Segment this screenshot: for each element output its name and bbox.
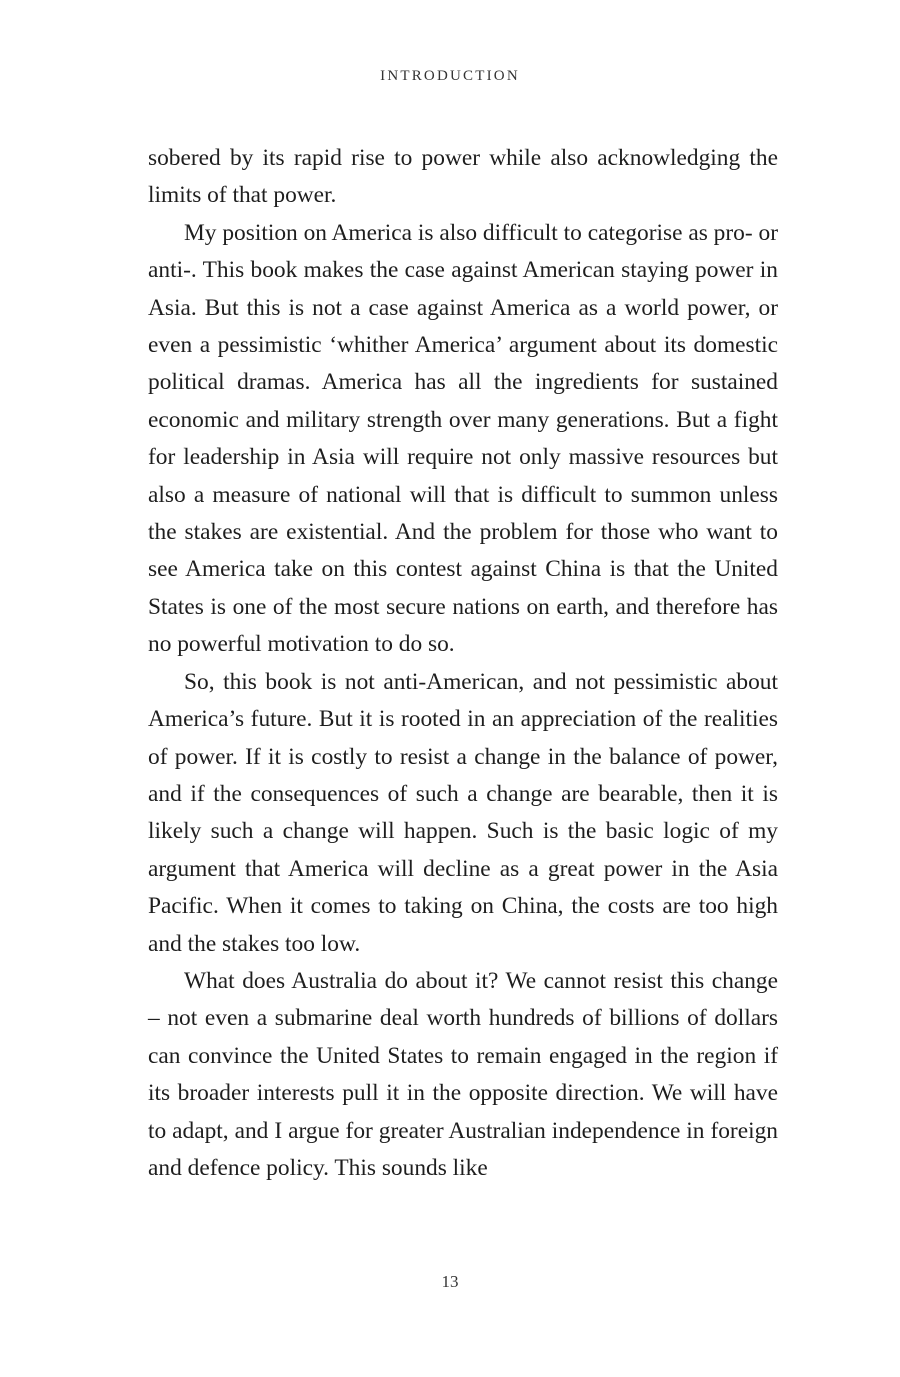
paragraph-not-anti-american: So, this book is not anti-American, and not pessimistic about America’s future. But it is rooted in an appreciation of the realities of power. If it is costly to resist a change in the balance of power, and if the consequences of such a change are bearable, then it is likely such a change will happen. Such is the basic logic of my argument that America will decline as a great power in the Asia Pacific. When it comes to taking on China, the costs are too high and the stakes too low. [148,668,778,957]
paragraph-position-on-america: My position on America is also difficult to categorise as pro- or anti-. This book makes the case against American staying power in Asia. But this is not a case against America as a world power, or even a pessimistic ‘whither America’ argument about its domestic political dramas. America has all the ingredients for sustained economic and military strength over many generations. But a fight for leadership in Asia will require not only massive resources but also a measure of national will that is difficult to summon unless the stakes are existential. And the problem for those who want to see America take on this contest against China is that the United States is one of the most secure nations on earth, and therefore has no powerful motivation to do so. [148,219,778,658]
running-head: INTRODUCTION [380,68,520,84]
body-text [148,140,778,1187]
paragraph-what-does-australia-do: What does Australia do about it? We cannot resist this change – not even a submarine deal worth hundreds of billions of dollars can convince the United States to remain engaged in the region if its broader interests pull it in the opposite direction. We will have to adapt, and I argue for greater Australian independence in foreign and defence policy. This sounds like [148,967,778,1181]
paragraph-continued: sobered by its rapid rise to power while also acknowledging the limits of that power. [148,145,778,209]
page-number: 13 [441,1272,459,1291]
